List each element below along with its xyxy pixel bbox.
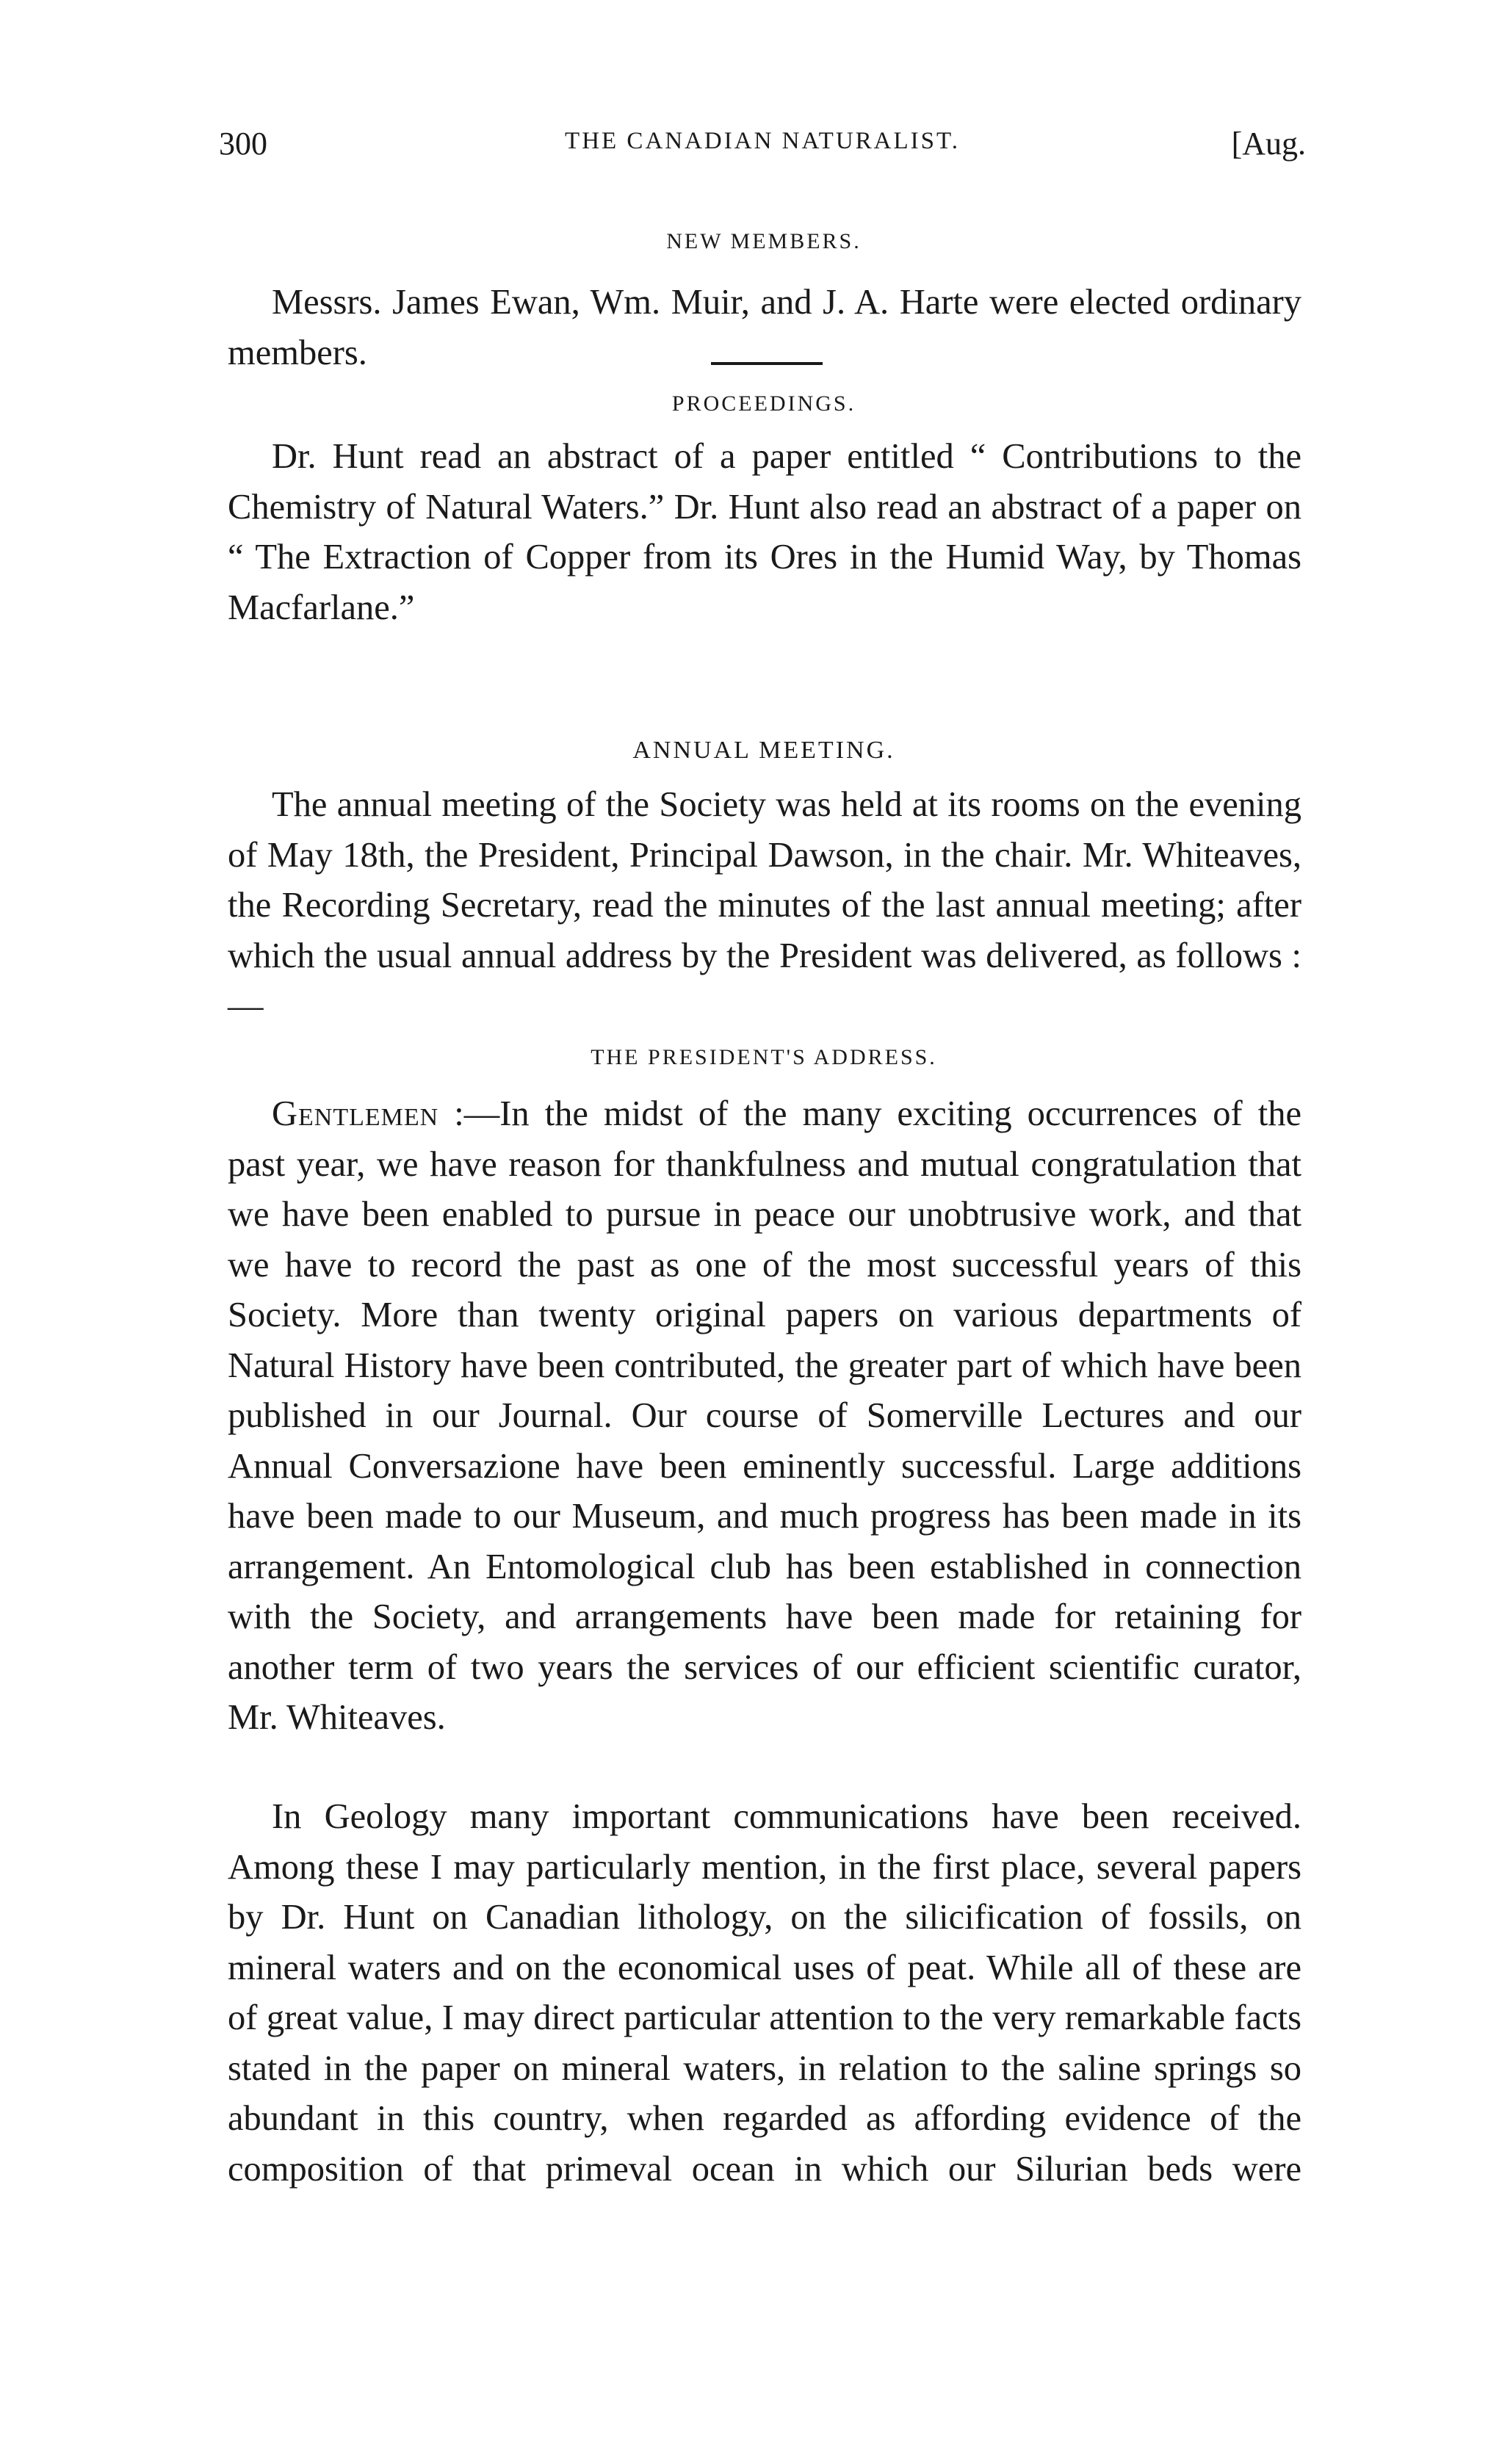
- address-paragraph-1: [228, 1089, 1301, 1744]
- address-paragraph-2: [228, 1792, 1301, 2194]
- running-header: [219, 125, 1306, 184]
- section-divider: [711, 362, 823, 365]
- running-title: THE CANADIAN NATURALIST.: [565, 128, 960, 154]
- address-para1-text: :—In the midst of the many exciting occurrences of the past year, we have reason for thankfulness and mutual congratulation that we have been enabled to pursue in peace our unobtrusive work, and that we have to record the past as one of the most successful years of this Society. More than twenty original papers on various departments of Natural History have been contributed, the greater part of which have been published in our Journal. Our course of Somerville Lectures and our Annual Conversazione have been eminently successful. Large additions have been made to our Museum, and much progress has been made in its arrangement. An Entomological club has been established in connection with the Society, and arrangements have been made for retaining for another term of two years the services of our efficient scientific curator, Mr. Whiteaves.: [228, 1094, 1301, 1737]
- proceedings-heading: PROCEEDINGS.: [671, 391, 856, 416]
- new-members-heading: NEW MEMBERS.: [666, 229, 862, 253]
- address-para2-text: In Geology many important communications have been received. Among these I may particularly mention, in the first place, several papers by Dr. Hunt on Canadian lithology, on the silicification of fossils, on mineral waters and on the economical uses of peat. While all of these are of great value, I may direct particular attention to the very remarkable facts stated in the paper on mineral waters, in relation to the saline springs so abundant in this country, when regarded as affording evidence of the composition of that primeval ocean in which our Silurian beds were: [228, 1797, 1301, 2189]
- new-members-text: Messrs. James Ewan, Wm. Muir, and J. A. Harte were elected ordinary members.: [228, 283, 1301, 372]
- annual-meeting-paragraph: [228, 780, 1301, 1032]
- proceedings-text: Dr. Hunt read an abstract of a paper entitled “ Contributions to the Chemistry of Natural Waters.” Dr. Hunt also read an abstract of a paper on “ The Extraction of Copper from its Ores in the Humid Way, by Thomas Macfarlane.”: [228, 437, 1301, 627]
- address-heading: THE PRESIDENT'S ADDRESS.: [591, 1045, 937, 1069]
- annual-meeting-heading: ANNUAL MEETING.: [632, 737, 895, 764]
- issue-month: [Aug.: [1231, 126, 1306, 162]
- annual-meeting-text: The annual meeting of the Society was held at its rooms on the evening of May 18th, the President, Principal Dawson, in the chair. Mr. Whiteaves, the Recording Secretary, read the minutes of the last annual meeting; after which the usual annual address by the President was delivered, as follows :—: [228, 785, 1301, 1025]
- salutation: Gentlemen: [272, 1094, 439, 1133]
- page-number: 300: [219, 126, 267, 162]
- proceedings-paragraph: [228, 432, 1301, 633]
